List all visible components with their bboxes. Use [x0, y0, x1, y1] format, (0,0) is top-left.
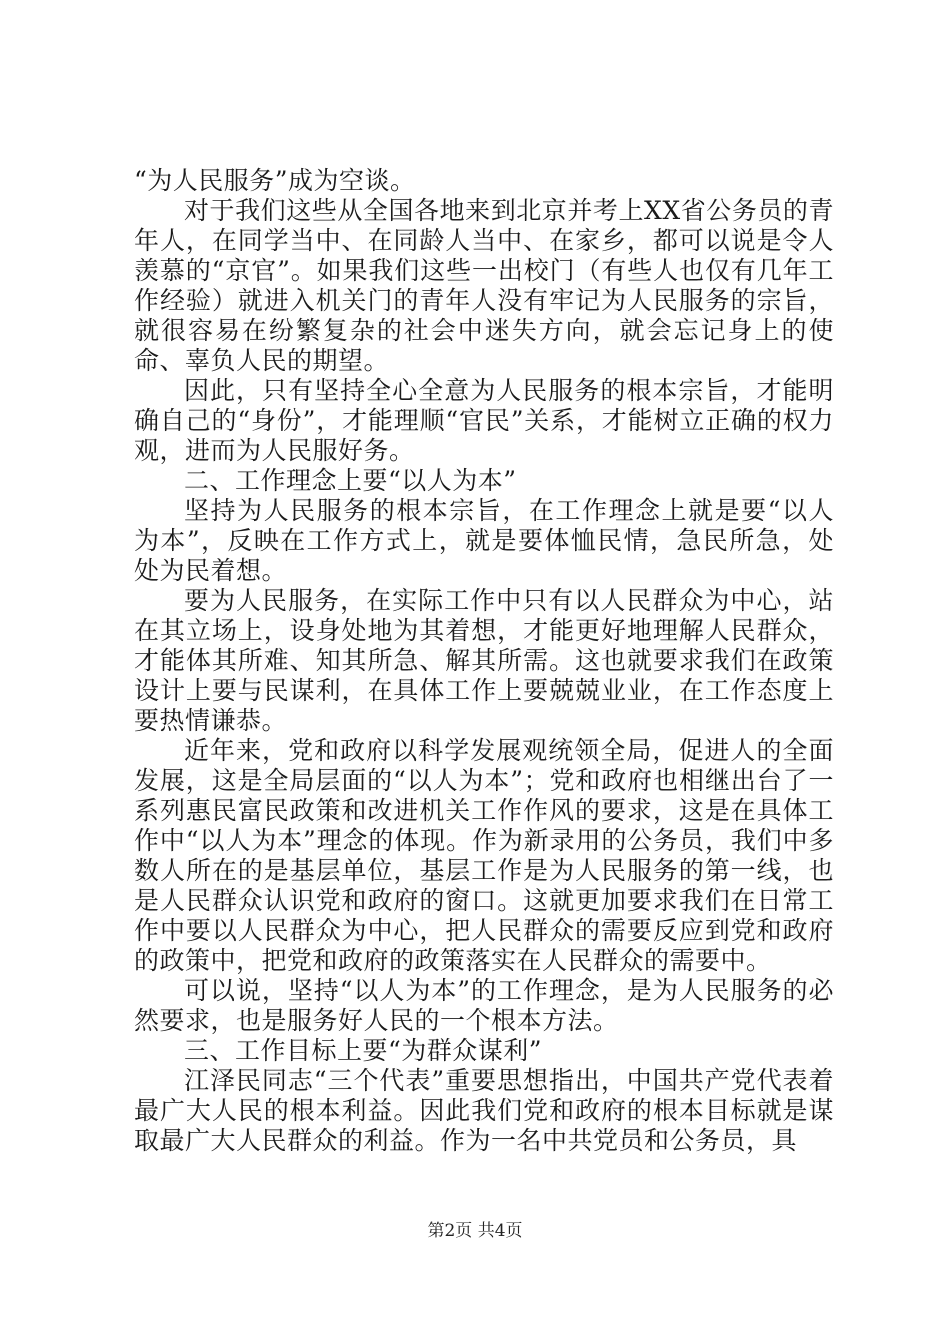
section-heading: 三、工作目标上要“为群众谋利”: [184, 1036, 543, 1065]
paragraph: 对于我们这些从全国各地来到北京并考上XX省公务员的青年人，在同学当中、在同龄人当中、在家乡，都可以说是令人羡慕的“京官”。如果我们这些一出校门（有些人也仅有几年工作经验）就进入机关门的青年人没有牢记为人民服务的宗旨，就很容易在纷繁复杂的社会中迷失方向，就会忘记身上的使命、辜负人民的期望。: [134, 196, 834, 375]
document-body: [134, 166, 834, 1156]
paragraph: 近年来，党和政府以科学发展观统领全局，促进人的全面发展，这是全局层面的“以人为本”；党和政府也相继出台了一系列惠民富民政策和改进机关工作作风的要求，这是在具体工作中“以人为本”理念的体现。作为新录用的公务员，我们中多数人所在的是基层单位，基层工作是为人民服务的第一线，也是人民群众认识党和政府的窗口。这就更加要求我们在日常工作中要以人民群众为中心，把人民群众的需要反应到党和政府的政策中，把党和政府的政策落实在人民群众的需要中。: [134, 736, 834, 975]
page-number: 第2页 共4页: [427, 1221, 523, 1241]
paragraph: 江泽民同志“三个代表”重要思想指出，中国共产党代表着最广大人民的根本利益。因此我们党和政府的根本目标就是谋取最广大人民群众的利益。作为一名中共党员和公务员，具: [134, 1066, 834, 1155]
page-footer: [0, 1216, 950, 1241]
section-heading: 二、工作理念上要“以人为本”: [184, 466, 517, 495]
paragraph: 坚持为人民服务的根本宗旨，在工作理念上就是要“以人为本”，反映在工作方式上，就是要体恤民情，急民所急，处处为民着想。: [134, 496, 834, 585]
paragraph: 要为人民服务，在实际工作中只有以人民群众为中心，站在其立场上，设身处地为其着想，才能更好地理解人民群众，才能体其所难、知其所急、解其所需。这也就要求我们在政策设计上要与民谋利，在具体工作上要兢兢业业，在工作态度上要热情谦恭。: [134, 586, 834, 735]
paragraph-continuation: “为人民服务”成为空谈。: [134, 166, 416, 195]
paragraph: 因此，只有坚持全心全意为人民服务的根本宗旨，才能明确自己的“身份”，才能理顺“官民”关系，才能树立正确的权力观，进而为人民服好务。: [134, 376, 834, 465]
paragraph: 可以说，坚持“以人为本”的工作理念，是为人民服务的必然要求，也是服务好人民的一个根本方法。: [134, 976, 834, 1035]
